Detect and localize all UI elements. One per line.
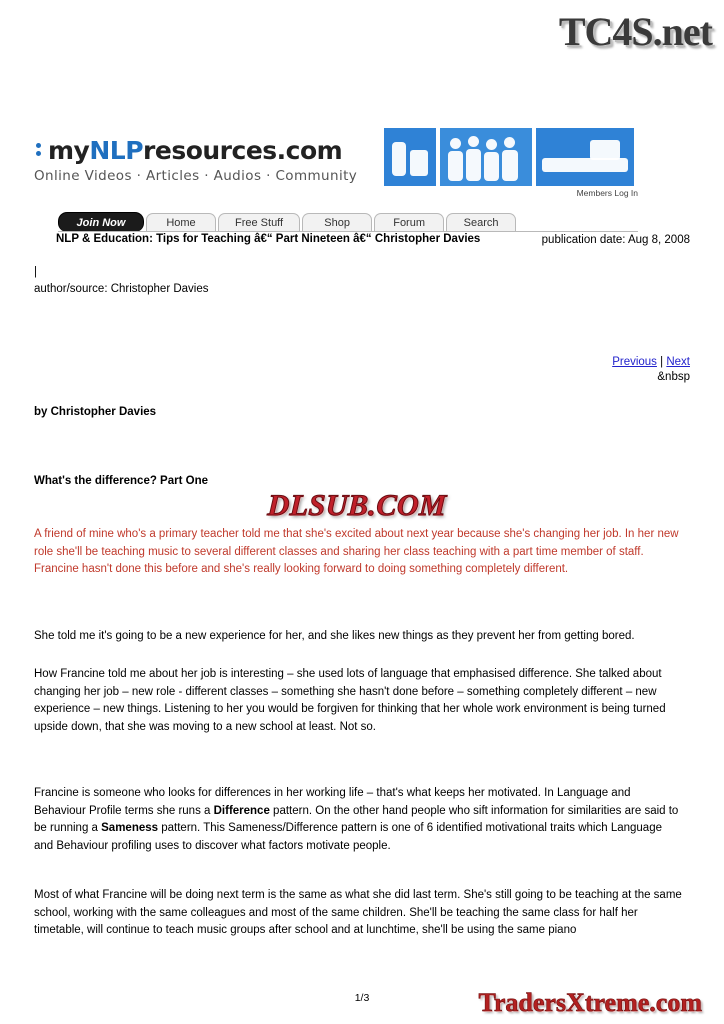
nbsp-text: &nbsp — [657, 371, 690, 383]
site-tagline: Online Videos · Articles · Audios · Community — [34, 168, 358, 184]
site-logo-text — [34, 136, 378, 165]
page-number: 1/3 — [354, 992, 370, 1004]
tc4s-watermark: TC4S.net — [558, 9, 712, 54]
nav-item-shop[interactable]: Shop — [302, 213, 372, 232]
site-header — [34, 128, 638, 228]
next-link[interactable]: Next — [666, 356, 690, 368]
logo-suffix: resources.com — [143, 136, 343, 165]
paragraph-1: A friend of mine who's a primary teacher told me that she's excited about next year because she's changing her job. In her new role she'll be teaching music to several different classes and sharing her class teaching with a part time member of staff. Francine hasn't done this before and she's really looking forward to doing something completely different. — [34, 528, 679, 575]
logo-prefix: my — [48, 136, 90, 165]
author-source: author/source: Christopher Davies — [34, 283, 209, 295]
site-logo[interactable] — [34, 136, 378, 184]
pagination-separator: | — [660, 356, 664, 368]
article-subhead: What's the difference? Part One — [34, 475, 208, 487]
pagination-links — [612, 354, 690, 371]
nav-item-search[interactable]: Search — [446, 213, 516, 232]
pipe-separator: | — [34, 266, 37, 278]
logo-brand: NLP — [89, 136, 144, 165]
nav-item-free-stuff[interactable]: Free Stuff — [218, 213, 300, 232]
tradersxtreme-watermark: TradersXtreme.com — [478, 988, 702, 1017]
paragraph-4-part-3: pattern. This Sameness/Difference pattern is one of 6 identified motivational traits which Language and Behaviour profiling uses to discover what factors motivate people. — [34, 822, 662, 852]
banner-image-1 — [384, 128, 436, 186]
term-sameness: Sameness — [101, 822, 159, 834]
paragraph-4-part-2: pattern. On the other hand people who sift information for similarities are said to be running a — [34, 804, 679, 834]
nav-item-join-now[interactable]: Join Now — [58, 212, 144, 232]
paragraph-4 — [34, 785, 682, 855]
article-title: NLP & Education: Tips for Teaching â€“ Part Nineteen â€“ Christopher Davies — [56, 233, 481, 245]
logo-dots-icon — [34, 140, 48, 162]
paragraph-3: How Francine told me about her job is interesting – she used lots of language that emphasised difference. She talked about changing her job – new role - different classes – something she hasn't done before – something completely different – new experience – new things. Listening to her you would be forgiven for thinking that her whole work environment is being turned upside down, that she was moving to a new school at least. Not so. — [34, 668, 666, 733]
paragraph-5: Most of what Francine will be doing next term is the same as what she did last term. She's still going to be teaching at the same school, working with the same colleagues and most of the same children. She'll be teaching the same class for half her timetable, will continue to teach music groups after school and at lunchtime, she'll be using the same piano — [34, 889, 682, 936]
article-byline: by Christopher Davies — [34, 406, 157, 418]
nav-item-forum[interactable]: Forum — [374, 213, 444, 232]
term-difference: Difference — [213, 804, 270, 817]
previous-link[interactable]: Previous — [612, 356, 657, 368]
banner-image-3 — [536, 128, 634, 186]
paragraph-2: She told me it's going to be a new experience for her, and she likes new things as they prevent her from getting bored. — [34, 630, 635, 642]
paragraph-4-part-1: Francine is someone who looks for differences in her working life – that's what keeps her motivated. In Language and Behaviour Profile terms she runs a — [34, 787, 631, 817]
banner-image-2 — [440, 128, 532, 186]
site-nav — [58, 210, 516, 232]
publication-date: publication date: Aug 8, 2008 — [541, 234, 690, 246]
dlsub-watermark: DLSUB.COM — [266, 489, 448, 522]
nav-item-home[interactable]: Home — [146, 213, 216, 232]
banner-images — [384, 128, 638, 198]
members-log-in-link[interactable]: Members Log In — [576, 188, 638, 198]
